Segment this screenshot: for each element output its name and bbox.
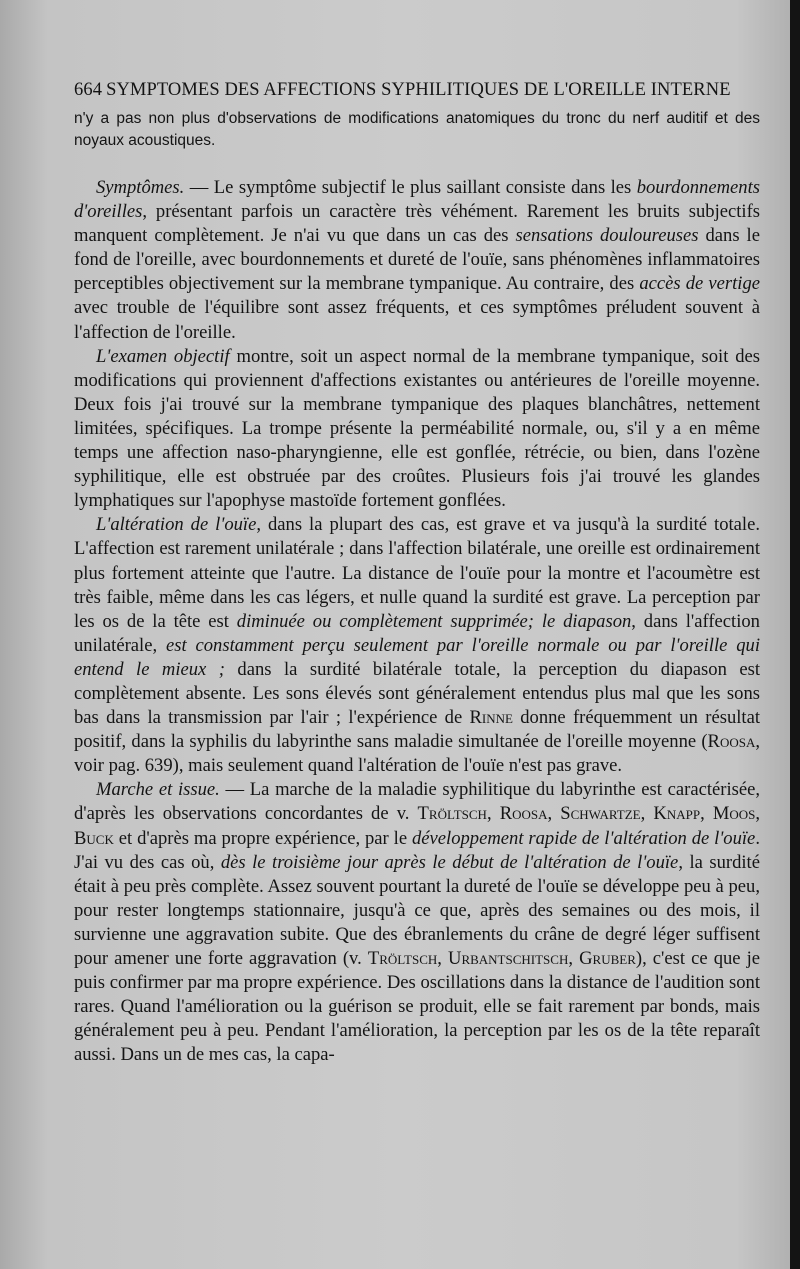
text-run: , <box>700 803 713 825</box>
author-name: Gruber <box>579 948 636 969</box>
italic-run: dès le troisième jour après le début de l'altération de l'ouïe <box>220 851 679 873</box>
author-name: Tröltsch <box>417 803 487 825</box>
text-run: — La marche de la maladie syphilitique du labyrinthe est caractérisée, d'après les observations concordantes de v. <box>74 779 761 825</box>
author-name: Knapp <box>653 803 701 825</box>
paragraph-marche <box>74 778 760 1067</box>
text-run: , <box>547 803 561 825</box>
page-content <box>74 78 760 1067</box>
page-edge-shadow <box>790 0 800 1269</box>
page-number: 664 <box>74 80 103 100</box>
paragraph-lead: Marche et issue. <box>96 779 220 801</box>
text-run: , <box>755 803 761 825</box>
paragraph-symptomes <box>74 176 760 345</box>
paragraph-lead: Symptômes. <box>96 177 185 198</box>
author-name: Schwartze <box>560 803 641 825</box>
text-run: , voir pag. 639), mais seulement quand l'altération de l'ouïe n'est pas grave. <box>74 731 760 777</box>
author-name: Rinne <box>469 707 513 729</box>
italic-run: L'altération de l'ouïe <box>96 514 257 536</box>
text-run: , <box>640 803 654 825</box>
text-run: ), c'est ce que je puis confirmer par ma propre expérience. Des oscillations dans la distance de l'audition sont rares. Quand l'amélioration ou la guérison se produit, elle se fait rarement par bonds, mais généralement peu à peu. Pendant l'amélioration, la perception par les os de la tête reparaît aussi. Dans un de mes cas, la capa- <box>74 948 761 1066</box>
header-title: SYMPTOMES DES AFFECTIONS SYPHILITIQUES DE L'OREILLE INTERNE <box>106 80 731 100</box>
italic-run: diminuée ou complètement supprimée; le diapason <box>236 610 632 632</box>
italic-run: développement rapide de l'altération de l'ouïe <box>411 827 756 849</box>
text-run: donne fréquemment un résultat positif, dans la syphilis du labyrinthe sans maladie simultanée de l'oreille moyenne ( <box>74 707 760 753</box>
italic-run: L'examen objectif <box>96 345 230 367</box>
text-run: , <box>568 948 580 969</box>
paragraph-alteration <box>74 513 760 778</box>
text-run: dans le fond de l'oreille, avec bourdonnements et dureté de l'ouïe, sans phénomènes inflammatoires perceptibles objectivement sur la membrane tympanique. Au contraire, des <box>74 225 760 295</box>
text-run: dans la surdité bilatérale totale, la perception du diapason est complètement absente. Les sons élevés sont généralement entendus plus mal que les sons bas dans la transmission par l'air ; l'expérience de <box>74 658 761 729</box>
text-run: , dans l'affection unilatérale, <box>74 610 760 656</box>
running-header <box>74 78 760 102</box>
paragraph-examen <box>74 345 760 514</box>
text-run: , <box>437 948 449 969</box>
author-name: Roosa <box>707 731 756 753</box>
text-run: , la surdité était à peu près complète. Assez souvent pourtant la dureté de l'ouïe se développe peu à peu, pour rester longtemps stationnaire, jusqu'à ce que, après des semaines ou des mois, il survienne une aggravation subite. Que des ébranlements du crâne de degré léger suffisent pour amener une forte aggravation (v. <box>74 851 760 969</box>
author-name: Moos <box>712 803 756 825</box>
text-run: . J'ai vu des cas où, <box>74 827 760 873</box>
author-name: Tröltsch <box>367 948 438 969</box>
text-run: avec trouble de l'équilibre sont assez fréquents, et ces symptômes préludent souvent à l'affection de l'oreille. <box>74 297 760 343</box>
text-run: , <box>486 803 500 825</box>
author-name: Roosa <box>499 803 548 825</box>
text-run: , présentant parfois un caractère très véhément. Rarement les bruits subjectifs manquent complètement. Je n'ai vu que dans un cas des <box>74 201 760 247</box>
text-run: — Le symptôme subjectif le plus saillant consiste dans les <box>184 177 637 198</box>
italic-run: bourdonnements d'oreilles <box>74 177 760 223</box>
italic-run: sensations douloureuses <box>515 225 699 247</box>
text-run: et d'après ma propre expérience, par le <box>113 827 412 849</box>
intro-text: n'y a pas non plus d'observations de modifications anatomiques du tronc du nerf auditif et des noyaux acoustiques. <box>74 110 760 149</box>
text-run: , dans la plupart des cas, est grave et va jusqu'à la surdité totale. L'affection est rarement unilatérale ; dans l'affection bilatérale, une oreille est ordinairement plus fortement atteinte que l'autre. La distance de l'ouïe pour la montre et l'acoumètre est très faible, même dans les cas légers, et nulle quand la surdité est grave. La perception par les os de la tête est <box>74 514 760 632</box>
author-name: Buck <box>74 827 114 849</box>
italic-run: est constamment perçu seulement par l'oreille normale ou par l'oreille qui entend le mieux ; <box>74 634 761 680</box>
author-name: Urbantschitsch <box>448 948 569 969</box>
italic-run: accès de vertige <box>639 273 760 295</box>
text-run: montre, soit un aspect normal de la membrane tympanique, soit des modifications qui proviennent d'affections existantes ou antérieures de l'oreille moyenne. Deux fois j'ai trouvé sur la membrane tympanique des plaques blanchâtres, nettement limitées, spécifiques. La trompe présente la perméabilité normale, ou, s'il y a en même temps une affection naso-pharyngienne, elle est gonflée, rétrécie, ou bien, dans l'ozène syphilitique, elle est obstruée par des croûtes. Plusieurs fois j'ai trouvé les glandes lymphatiques sur l'apophyse mastoïde fortement gonflées. <box>74 345 760 512</box>
